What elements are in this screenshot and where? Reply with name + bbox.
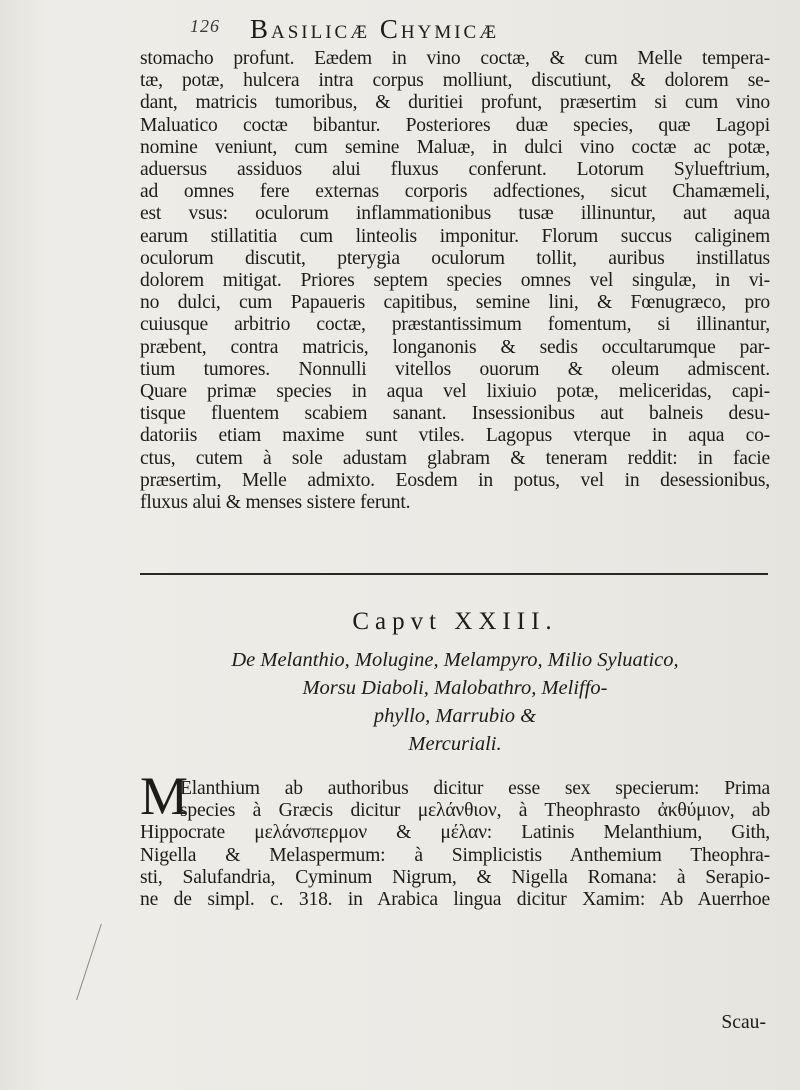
text-line: fluxus alui & menses sistere ferunt. [140, 492, 411, 514]
text-line: dolorem mitigat. Priores septem species omnes vel singulæ, in vi- [140, 270, 770, 292]
text-line: Maluatico coctæ bibantur. Posteriores duæ species, quæ Lagopi [140, 114, 770, 136]
text-line: cuiusque arbitrio coctæ, præstantissimum fomentum, si illinantur, [140, 314, 770, 336]
text-line: species à Græcis dicitur μελάνθιον, à Theophrasto ἀκθύμιον, ab [180, 800, 770, 822]
subtitle-line: De Melanthio, Molugine, Melampyro, Milio Syluatico, [231, 649, 679, 671]
text-line: oculorum discutit, pterygia oculorum tollit, auribus instillatus [140, 247, 770, 269]
text-line: datoriis etiam maxime sunt vtiles. Lagopus vterque in aqua co- [140, 425, 770, 447]
text-line: præbent, contra matricis, longanonis & sedis occultarumque par- [140, 336, 770, 358]
chapter-heading: Capvt XXIII. [352, 608, 558, 635]
drop-cap: M [140, 766, 189, 826]
book-title: Basilicæ Chymicæ [250, 14, 500, 44]
text-line: Quare primæ species in aqua vel lixiuio potæ, meliceridas, capi- [140, 381, 770, 403]
chapter-text [140, 778, 770, 911]
text-line: Elanthium ab authoribus dicitur esse sex specierum: Prima [180, 778, 770, 799]
text-line: præsertim, Melle admixto. Eosdem in potus, vel in desessionibus, [140, 469, 770, 491]
text-line: ctus, cutem à sole adustam glabram & teneram reddit: in facie [140, 447, 770, 469]
text-line: sti, Salufandria, Cyminum Nigrum, & Nigella Romana: à Serapio- [140, 866, 770, 888]
text-line: nomine veniunt, cum semine Maluæ, in dulci vino coctæ ac potæ, [140, 136, 770, 158]
text-line: tæ, potæ, hulcera intra corpus molliunt, discutiunt, & dolorem se- [140, 70, 770, 92]
chapter-subtitle [140, 646, 770, 758]
running-head [190, 14, 750, 48]
text-line: Nigella & Melaspermum: à Simplicistis Anthemium Theophra- [140, 844, 770, 866]
body-text [140, 48, 770, 514]
text-line: stomacho profunt. Eædem in vino coctæ, & cum Melle tempera- [140, 48, 770, 69]
text-line: tisque fluentem scabiem sanant. Insessionibus aut balneis desu- [140, 403, 770, 425]
margin-pencil-mark [76, 924, 121, 1007]
subtitle-line: Morsu Diaboli, Malobathro, Meliffo- [302, 677, 608, 699]
text-line: ad omnes fere externas corporis adfectiones, sicut Chamæmeli, [140, 181, 770, 203]
text-line: aduersus assiduos alui fluxus conferunt. Lotorum Sylueftrium, [140, 159, 770, 181]
subtitle-line: Mercuriali. [408, 733, 502, 755]
text-line: dant, matricis tumoribus, & duritiei profunt, præsertim si cum vino [140, 92, 770, 114]
text-line: ne de simpl. c. 318. in Arabica lingua dicitur Xamim: Ab Auerrhoe [140, 889, 770, 911]
catchword: Scau- [721, 1012, 766, 1033]
section-rule [140, 573, 768, 575]
text-line: earum stillatitia cum linteolis imponitur. Florum succus caliginem [140, 225, 770, 247]
text-line: Hippocrate μελάνσπερμον & μέλαν: Latinis Melanthium, Gith, [140, 822, 770, 844]
text-line: est vsus: oculorum inflammationibus tusæ illinuntur, aut aqua [140, 203, 770, 225]
text-line: no dulci, cum Papaueris capitibus, semine lini, & Fœnugræco, pro [140, 292, 770, 314]
text-line: tium tumores. Nonnulli vitellos ouorum & oleum admiscent. [140, 358, 770, 380]
page-number: 126 [190, 16, 220, 36]
subtitle-line: phyllo, Marrubio & [373, 705, 537, 727]
